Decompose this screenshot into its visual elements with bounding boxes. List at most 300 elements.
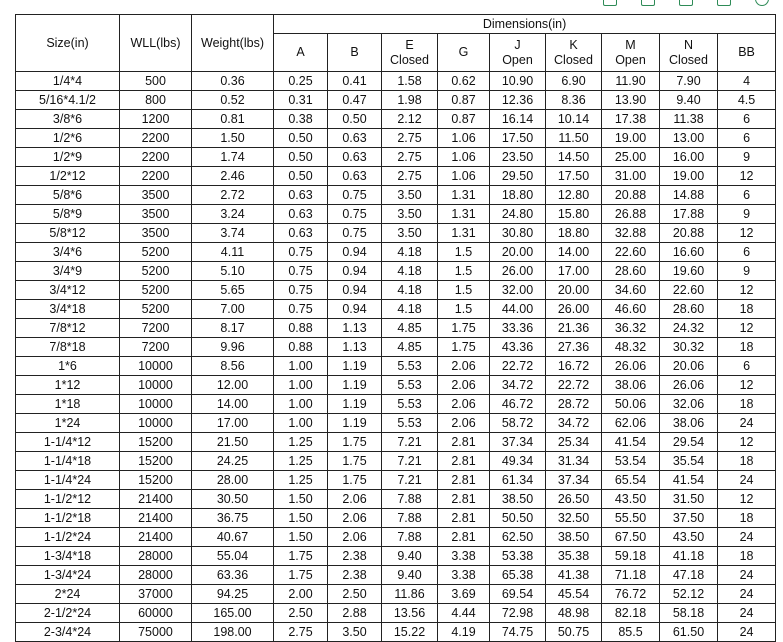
table-cell: 17.38: [602, 110, 660, 129]
table-cell: 1.19: [328, 414, 382, 433]
header-dim-state: Open: [615, 52, 646, 67]
table-row: [16, 604, 776, 623]
table-cell: 24.32: [660, 319, 718, 338]
table-cell: 14.00: [546, 243, 602, 262]
table-cell: 71.18: [602, 566, 660, 585]
table-cell: 24.80: [490, 205, 546, 224]
table-cell: 20.88: [602, 186, 660, 205]
table-cell: 46.72: [490, 395, 546, 414]
table-cell: 29.54: [660, 433, 718, 452]
table-cell: 0.81: [192, 110, 274, 129]
table-cell: 12: [718, 490, 776, 509]
table-cell: 0.75: [328, 224, 382, 243]
table-cell: 53.38: [490, 547, 546, 566]
table-cell: 6: [718, 129, 776, 148]
table-cell: 2.75: [382, 167, 438, 186]
table-cell: 27.36: [546, 338, 602, 357]
table-cell: 17.50: [546, 167, 602, 186]
table-cell: 12.80: [546, 186, 602, 205]
table-cell: 13.90: [602, 91, 660, 110]
table-cell: 10000: [120, 395, 192, 414]
table-cell: 1.00: [274, 414, 328, 433]
table-cell: 52.12: [660, 585, 718, 604]
table-cell: 13.00: [660, 129, 718, 148]
table-cell: 23.50: [490, 148, 546, 167]
table-cell: 1-1/2*12: [16, 490, 120, 509]
table-cell: 5/8*9: [16, 205, 120, 224]
table-cell: 18: [718, 452, 776, 471]
table-cell: 12: [718, 319, 776, 338]
table-row: [16, 433, 776, 452]
table-cell: 2.12: [382, 110, 438, 129]
table-cell: 9: [718, 148, 776, 167]
table-cell: 13.56: [382, 604, 438, 623]
table-cell: 28.60: [660, 300, 718, 319]
table-cell: 1.00: [274, 376, 328, 395]
table-cell: 1.74: [192, 148, 274, 167]
table-cell: 41.18: [660, 547, 718, 566]
table-cell: 2.00: [274, 585, 328, 604]
table-cell: 1.00: [274, 357, 328, 376]
table-cell: 37.50: [660, 509, 718, 528]
table-cell: 2.81: [438, 452, 490, 471]
table-row: [16, 338, 776, 357]
table-cell: 2200: [120, 167, 192, 186]
table-cell: 1.06: [438, 148, 490, 167]
table-cell: 8.56: [192, 357, 274, 376]
table-cell: 24: [718, 471, 776, 490]
table-cell: 38.50: [546, 528, 602, 547]
table-cell: 3.38: [438, 566, 490, 585]
table-cell: 0.94: [328, 300, 382, 319]
table-cell: 7200: [120, 338, 192, 357]
table-cell: 9.40: [382, 566, 438, 585]
table-cell: 38.06: [660, 414, 718, 433]
header-dim-letter: BB: [738, 45, 755, 59]
header-dim-letter: E: [405, 37, 414, 52]
header-dim-letter: K: [569, 37, 578, 52]
table-cell: 1-1/2*24: [16, 528, 120, 547]
table-row: [16, 205, 776, 224]
table-cell: 5.53: [382, 357, 438, 376]
table-cell: 1/2*9: [16, 148, 120, 167]
table-cell: 1*18: [16, 395, 120, 414]
table-cell: 9.40: [660, 91, 718, 110]
toolbar-icon-1[interactable]: [603, 0, 617, 6]
table-cell: 37000: [120, 585, 192, 604]
table-cell: 4.85: [382, 319, 438, 338]
table-cell: 2.38: [328, 547, 382, 566]
table-cell: 1.13: [328, 319, 382, 338]
table-cell: 24: [718, 528, 776, 547]
table-cell: 24: [718, 566, 776, 585]
table-row: [16, 224, 776, 243]
table-cell: 1.50: [274, 509, 328, 528]
table-cell: 5200: [120, 281, 192, 300]
table-cell: 8.17: [192, 319, 274, 338]
table-cell: 4.18: [382, 281, 438, 300]
table-cell: 7.21: [382, 433, 438, 452]
header-dimensions: Dimensions(in): [274, 15, 776, 34]
table-cell: 1.5: [438, 300, 490, 319]
table-cell: 32.50: [546, 509, 602, 528]
table-cell: 0.50: [274, 148, 328, 167]
table-cell: 67.50: [602, 528, 660, 547]
table-cell: 29.50: [490, 167, 546, 186]
table-row: [16, 623, 776, 642]
toolbar-icon-5[interactable]: [755, 0, 769, 6]
toolbar-icon-3[interactable]: [679, 0, 693, 6]
header-dim-col: [382, 34, 438, 72]
table-cell: 22.60: [660, 281, 718, 300]
table-cell: 35.54: [660, 452, 718, 471]
table-row: [16, 91, 776, 110]
table-cell: 9: [718, 205, 776, 224]
table-cell: 1.75: [274, 547, 328, 566]
table-cell: 31.00: [602, 167, 660, 186]
table-cell: 1.25: [274, 471, 328, 490]
header-dim-letter: B: [350, 45, 359, 59]
header-dim-state: Closed: [390, 52, 429, 67]
table-cell: 0.75: [328, 205, 382, 224]
table-cell: 3/4*18: [16, 300, 120, 319]
table-cell: 24: [718, 585, 776, 604]
table-cell: 2.06: [328, 528, 382, 547]
table-cell: 18: [718, 395, 776, 414]
table-cell: 14.88: [660, 186, 718, 205]
table-cell: 1.31: [438, 224, 490, 243]
table-cell: 2.81: [438, 471, 490, 490]
table-cell: 1.06: [438, 167, 490, 186]
header-dim-state: Open: [502, 52, 533, 67]
table-row: [16, 566, 776, 585]
table-row: [16, 528, 776, 547]
table-cell: 165.00: [192, 604, 274, 623]
table-cell: 34.72: [546, 414, 602, 433]
table-cell: 18.80: [490, 186, 546, 205]
table-cell: 34.72: [490, 376, 546, 395]
table-cell: 41.54: [602, 433, 660, 452]
table-cell: 21400: [120, 490, 192, 509]
table-cell: 2.88: [328, 604, 382, 623]
table-cell: 59.18: [602, 547, 660, 566]
table-cell: 85.5: [602, 623, 660, 642]
table-cell: 2.38: [328, 566, 382, 585]
table-cell: 30.50: [192, 490, 274, 509]
table-cell: 4.44: [438, 604, 490, 623]
header-dim-col: [718, 34, 776, 72]
table-cell: 1-1/2*18: [16, 509, 120, 528]
table-cell: 69.54: [490, 585, 546, 604]
table-cell: 7/8*12: [16, 319, 120, 338]
table-row: [16, 547, 776, 566]
table-cell: 3/8*6: [16, 110, 120, 129]
toolbar-icon-4[interactable]: [717, 0, 731, 6]
header-dim-col: [660, 34, 718, 72]
table-cell: 0.94: [328, 243, 382, 262]
table-cell: 10000: [120, 414, 192, 433]
table-cell: 63.36: [192, 566, 274, 585]
table-cell: 18.80: [546, 224, 602, 243]
table-cell: 1*24: [16, 414, 120, 433]
table-cell: 26.00: [546, 300, 602, 319]
table-cell: 25.00: [602, 148, 660, 167]
table-header: [16, 15, 776, 72]
table-cell: 0.62: [438, 72, 490, 91]
table-cell: 1.98: [382, 91, 438, 110]
table-cell: 0.50: [274, 129, 328, 148]
table-cell: 0.47: [328, 91, 382, 110]
header-dim-letter: G: [458, 45, 469, 59]
spec-table: [15, 14, 776, 642]
table-cell: 2.50: [274, 604, 328, 623]
table-cell: 28.00: [192, 471, 274, 490]
table-cell: 1.06: [438, 129, 490, 148]
table-cell: 1.75: [328, 433, 382, 452]
table-cell: 26.50: [546, 490, 602, 509]
table-row: [16, 319, 776, 338]
table-cell: 26.06: [660, 376, 718, 395]
table-cell: 2-1/2*24: [16, 604, 120, 623]
table-cell: 19.00: [602, 129, 660, 148]
table-cell: 1-1/4*12: [16, 433, 120, 452]
table-cell: 4.11: [192, 243, 274, 262]
table-row: [16, 452, 776, 471]
table-row: [16, 509, 776, 528]
header-dim-col: [490, 34, 546, 72]
table-cell: 40.67: [192, 528, 274, 547]
table-cell: 2-3/4*24: [16, 623, 120, 642]
table-cell: 31.34: [546, 452, 602, 471]
table-cell: 7.21: [382, 471, 438, 490]
header-dim-letter: N: [683, 37, 694, 52]
table-cell: 37.34: [490, 433, 546, 452]
table-cell: 19.60: [660, 262, 718, 281]
top-toolbar-strip: [583, 0, 783, 8]
table-cell: 22.72: [490, 357, 546, 376]
table-cell: 11.50: [546, 129, 602, 148]
header-dim-state: Closed: [669, 52, 708, 67]
table-cell: 38.50: [490, 490, 546, 509]
table-cell: 11.90: [602, 72, 660, 91]
table-cell: 800: [120, 91, 192, 110]
table-cell: 35.38: [546, 547, 602, 566]
table-cell: 1-3/4*24: [16, 566, 120, 585]
table-cell: 2.50: [328, 585, 382, 604]
table-cell: 26.88: [602, 205, 660, 224]
table-cell: 5.53: [382, 414, 438, 433]
table-cell: 15200: [120, 433, 192, 452]
table-cell: 10.14: [546, 110, 602, 129]
table-cell: 2.75: [382, 129, 438, 148]
table-cell: 1-1/4*24: [16, 471, 120, 490]
table-cell: 45.54: [546, 585, 602, 604]
table-cell: 5/16*4.1/2: [16, 91, 120, 110]
table-row: [16, 72, 776, 91]
table-cell: 75000: [120, 623, 192, 642]
table-cell: 5/8*6: [16, 186, 120, 205]
table-cell: 33.36: [490, 319, 546, 338]
table-cell: 12.00: [192, 376, 274, 395]
table-cell: 0.31: [274, 91, 328, 110]
table-cell: 31.50: [660, 490, 718, 509]
table-cell: 48.98: [546, 604, 602, 623]
table-cell: 12: [718, 167, 776, 186]
table-cell: 9.96: [192, 338, 274, 357]
table-cell: 55.50: [602, 509, 660, 528]
table-cell: 3.74: [192, 224, 274, 243]
table-row: [16, 357, 776, 376]
table-cell: 21400: [120, 509, 192, 528]
table-cell: 3500: [120, 205, 192, 224]
table-cell: 28.72: [546, 395, 602, 414]
table-cell: 21400: [120, 528, 192, 547]
table-cell: 1*6: [16, 357, 120, 376]
table-cell: 16.14: [490, 110, 546, 129]
table-row: [16, 281, 776, 300]
table-cell: 14.00: [192, 395, 274, 414]
table-cell: 46.60: [602, 300, 660, 319]
table-cell: 0.88: [274, 319, 328, 338]
table-cell: 30.32: [660, 338, 718, 357]
table-cell: 50.75: [546, 623, 602, 642]
table-row: [16, 186, 776, 205]
header-size: Size(in): [16, 15, 120, 72]
table-cell: 1.50: [274, 490, 328, 509]
table-cell: 3.69: [438, 585, 490, 604]
table-cell: 0.75: [274, 243, 328, 262]
table-cell: 0.50: [328, 110, 382, 129]
table-cell: 3.50: [382, 224, 438, 243]
table-cell: 5.53: [382, 376, 438, 395]
table-cell: 4: [718, 72, 776, 91]
table-cell: 2.06: [438, 357, 490, 376]
table-cell: 21.50: [192, 433, 274, 452]
table-cell: 10.90: [490, 72, 546, 91]
table-cell: 1200: [120, 110, 192, 129]
table-cell: 24: [718, 414, 776, 433]
table-cell: 72.98: [490, 604, 546, 623]
table-cell: 2.06: [438, 395, 490, 414]
table-cell: 5.53: [382, 395, 438, 414]
table-cell: 5/8*12: [16, 224, 120, 243]
table-body: [16, 72, 776, 642]
table-cell: 16.72: [546, 357, 602, 376]
table-cell: 41.38: [546, 566, 602, 585]
table-cell: 1-1/4*18: [16, 452, 120, 471]
table-cell: 3/4*9: [16, 262, 120, 281]
table-cell: 7.21: [382, 452, 438, 471]
table-cell: 50.50: [490, 509, 546, 528]
table-cell: 58.72: [490, 414, 546, 433]
table-cell: 28.60: [602, 262, 660, 281]
table-cell: 198.00: [192, 623, 274, 642]
table-cell: 10000: [120, 376, 192, 395]
table-cell: 41.54: [660, 471, 718, 490]
table-cell: 1.50: [192, 129, 274, 148]
table-cell: 22.72: [546, 376, 602, 395]
table-cell: 2.75: [274, 623, 328, 642]
table-cell: 2.81: [438, 433, 490, 452]
table-row: [16, 167, 776, 186]
table-cell: 1*12: [16, 376, 120, 395]
table-cell: 7.88: [382, 490, 438, 509]
table-cell: 26.00: [490, 262, 546, 281]
table-cell: 44.00: [490, 300, 546, 319]
table-cell: 17.00: [546, 262, 602, 281]
table-cell: 8.36: [546, 91, 602, 110]
table-row: [16, 262, 776, 281]
table-cell: 22.60: [602, 243, 660, 262]
table-cell: 17.00: [192, 414, 274, 433]
table-cell: 2.06: [328, 490, 382, 509]
table-cell: 34.60: [602, 281, 660, 300]
table-cell: 2.06: [438, 376, 490, 395]
table-cell: 1.75: [274, 566, 328, 585]
table-cell: 7.00: [192, 300, 274, 319]
table-cell: 1/4*4: [16, 72, 120, 91]
table-cell: 60000: [120, 604, 192, 623]
table-cell: 15.22: [382, 623, 438, 642]
table-cell: 4.18: [382, 243, 438, 262]
table-cell: 10000: [120, 357, 192, 376]
table-cell: 2200: [120, 129, 192, 148]
header-dim-state: Closed: [554, 52, 593, 67]
table-cell: 1.25: [274, 452, 328, 471]
header-dim-letter: A: [296, 45, 305, 59]
table-cell: 2.75: [382, 148, 438, 167]
table-cell: 17.88: [660, 205, 718, 224]
table-cell: 3.50: [328, 623, 382, 642]
table-cell: 0.38: [274, 110, 328, 129]
table-cell: 4.18: [382, 300, 438, 319]
table-cell: 12: [718, 224, 776, 243]
table-cell: 16.00: [660, 148, 718, 167]
table-cell: 24.25: [192, 452, 274, 471]
table-cell: 32.06: [660, 395, 718, 414]
table-cell: 12: [718, 433, 776, 452]
table-cell: 43.50: [660, 528, 718, 547]
table-cell: 24: [718, 623, 776, 642]
table-cell: 76.72: [602, 585, 660, 604]
table-cell: 65.54: [602, 471, 660, 490]
table-cell: 43.50: [602, 490, 660, 509]
table-cell: 9.40: [382, 547, 438, 566]
table-cell: 1.19: [328, 395, 382, 414]
toolbar-icon-2[interactable]: [641, 0, 655, 6]
table-cell: 82.18: [602, 604, 660, 623]
table-cell: 3500: [120, 186, 192, 205]
header-dim-col: [602, 34, 660, 72]
table-cell: 49.34: [490, 452, 546, 471]
table-cell: 14.50: [546, 148, 602, 167]
table-cell: 0.87: [438, 110, 490, 129]
table-cell: 0.63: [328, 129, 382, 148]
table-cell: 20.06: [660, 357, 718, 376]
table-cell: 2.81: [438, 509, 490, 528]
table-cell: 6: [718, 357, 776, 376]
table-row: [16, 414, 776, 433]
table-cell: 1.00: [274, 395, 328, 414]
table-cell: 58.18: [660, 604, 718, 623]
table-row: [16, 243, 776, 262]
table-cell: 15200: [120, 471, 192, 490]
table-cell: 32.88: [602, 224, 660, 243]
table-cell: 7/8*18: [16, 338, 120, 357]
table-cell: 55.04: [192, 547, 274, 566]
table-cell: 2.06: [438, 414, 490, 433]
table-cell: 28000: [120, 566, 192, 585]
